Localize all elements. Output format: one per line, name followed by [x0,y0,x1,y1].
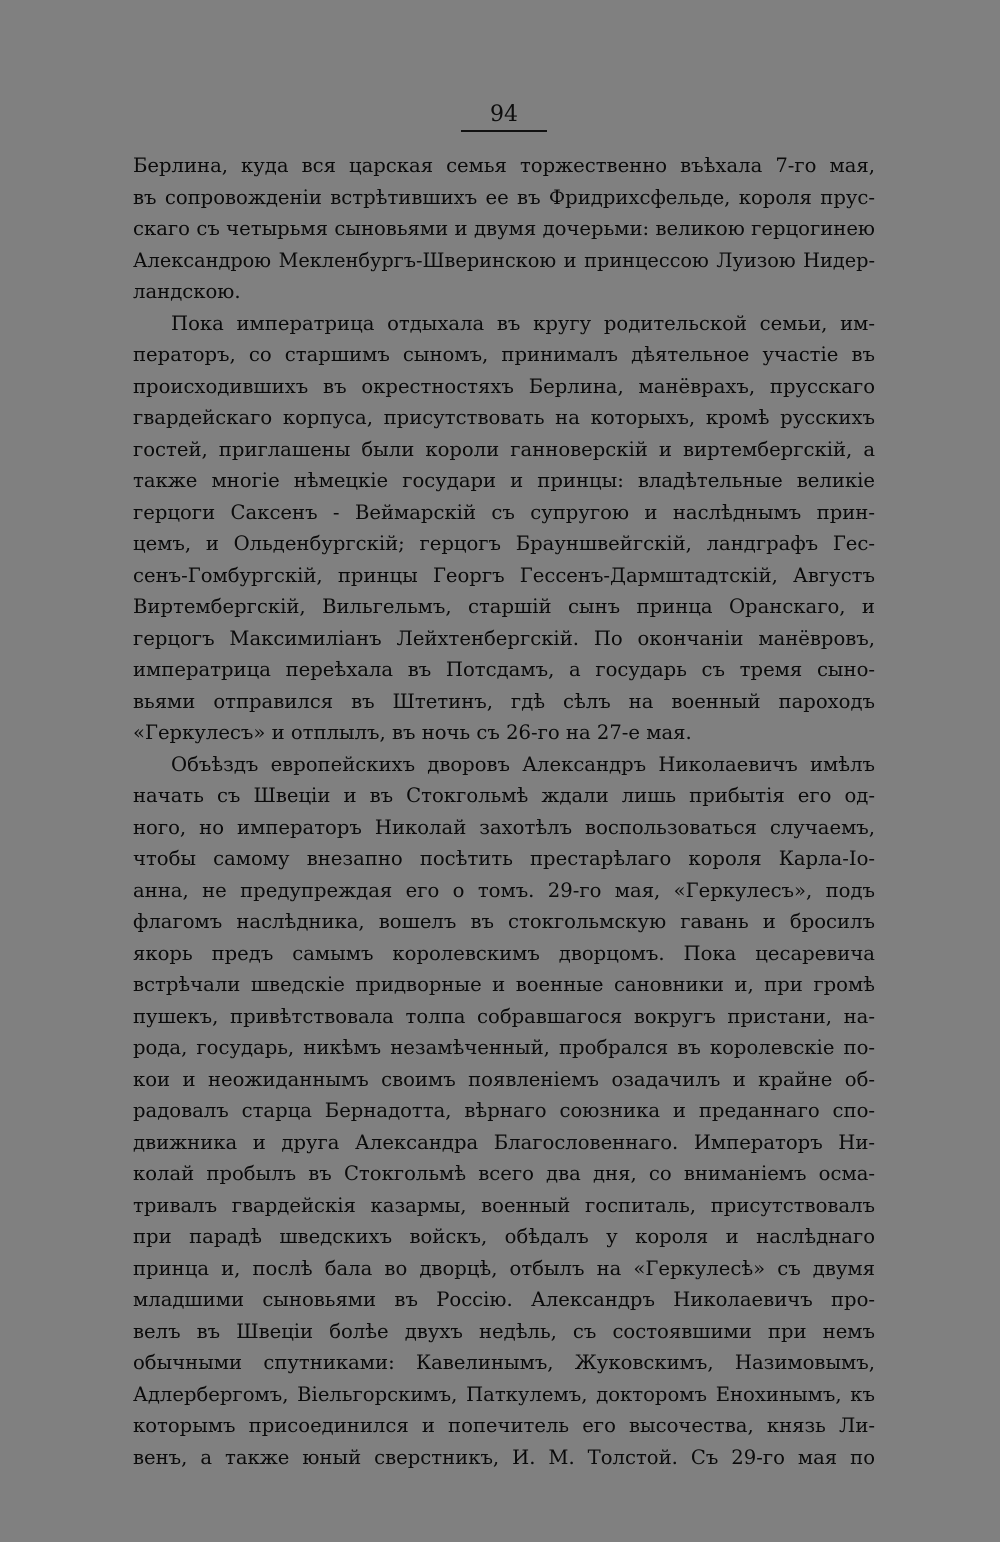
text-line: сенъ-Гомбургскій, принцы Георгъ Гессенъ-Дармштадтскій, Августъ [133,563,875,587]
text-line: ного, но императоръ Николай захотѣлъ воспользоваться случаемъ, [133,815,875,839]
text-line: Объѣздъ европейскихъ дворовъ Александръ Николаевичъ имѣлъ [171,752,875,776]
paragraph-1 [133,150,875,308]
text-line: при парадѣ шведскихъ войскъ, обѣдалъ у короля и наслѣднаго [133,1225,875,1248]
text-line: Берлина, куда вся царская семья торжественно въѣхала 7-го мая, [133,154,875,177]
text-line: флагомъ наслѣдника, вошелъ въ стокгольмскую гавань и бросилъ [133,910,875,933]
text-line: Виртембергскій, Вильгельмъ, старшій сынъ принца Оранскаго, и [133,595,875,618]
text-line: велъ въ Швеціи болѣе двухъ недѣль, съ состоявшими при немъ [133,1319,875,1343]
text-line: венъ, а также юный сверстникъ, И. М. Толстой. Съ 29-го мая по [133,1445,875,1469]
text-line: въ сопровожденіи встрѣтившихъ ее въ Фридрихсфельде, короля прус- [133,185,875,209]
text-line: императрица переѣхала въ Потсдамъ, а государь съ тремя сыно- [133,658,875,681]
text-line: встрѣчали шведскіе придворные и военные сановники и, при громѣ [133,973,875,996]
text-line: кои и неожиданнымъ своимъ появленіемъ озадачилъ и крайне об- [133,1067,875,1091]
page-number-rule [461,130,547,132]
text-line: скаго съ четырьмя сыновьями и двумя дочерьми: великою герцогинею [133,217,875,240]
text-line: которымъ присоединился и попечитель его высочества, князь Ли- [133,1414,875,1437]
text-line: цемъ, и Ольденбургскій; герцогъ Брауншвейгскій, ландграфъ Гес- [133,532,875,555]
text-line: радовалъ старца Бернадотта, вѣрнаго союзника и преданнаго спо- [133,1099,875,1122]
text-line: обычными спутниками: Кавелинымъ, Жуковскимъ, Назимовымъ, [133,1351,875,1374]
text-line: гвардейскаго корпуса, присутствовать на которыхъ, кромѣ русскихъ [133,406,875,429]
text-line: вьями отправился въ Штетинъ, гдѣ сѣлъ на военный пароходъ [133,689,875,713]
text-line: Александрою Мекленбургъ-Шверинскою и принцессою Луизою Нидер- [133,248,875,272]
text-line: чтобы самому внезапно посѣтить престарѣлаго короля Карла-Іо- [133,847,875,870]
text-line: колай пробылъ въ Стокгольмѣ всего два дня, со вниманіемъ осма- [133,1162,875,1185]
text-line: принца и, послѣ бала во дворцѣ, отбылъ на «Геркулесѣ» съ двумя [133,1256,875,1280]
text-line: начать съ Швеціи и въ Стокгольмѣ ждали лишь прибытія его од- [133,784,875,807]
paragraph-3 [133,749,875,1474]
text-line: Адлербергомъ, Віельгорскимъ, Паткулемъ, докторомъ Енохинымъ, къ [133,1382,875,1406]
text-line: герцоги Саксенъ - Веймарскій съ супругою и наслѣднымъ прин- [133,500,875,524]
text-line: пушекъ, привѣтствовала толпа собравшагося вокругъ пристани, на- [133,1004,875,1028]
text-line: ператоръ, со старшимъ сыномъ, принималъ дѣятельное участіе въ [133,343,875,366]
text-line: младшими сыновьями въ Россію. Александръ Николаевичъ про- [133,1288,875,1311]
text-line: якорь предъ самымъ королевскимъ дворцомъ. Пока цесаревича [133,941,875,965]
text-line: происходившихъ въ окрестностяхъ Берлина, манёврахъ, прусскаго [133,374,875,398]
text-line: тривалъ гвардейскія казармы, военный госпиталь, присутствовалъ [133,1193,875,1217]
body-text [133,150,875,1473]
text-line: рода, государь, никѣмъ незамѣченный, пробрался въ королевскіе по- [133,1036,875,1059]
page-number: 94 [490,102,518,127]
text-line: гостей, приглашены были короли ганноверскій и виртембергскій, а [133,437,875,461]
text-line: «Геркулесъ» и отплылъ, въ ночь съ 26-го на 27-е мая. [133,721,692,744]
text-line: движника и друга Александра Благословеннаго. Императоръ Ни- [133,1130,875,1154]
text-line: герцогъ Максимиліанъ Лейхтенбергскій. По окончаніи манёвровъ, [133,626,875,650]
paragraph-2 [133,308,875,749]
text-line: Пока императрица отдыхала въ кругу родительской семьи, им- [171,311,875,335]
text-line: анна, не предупреждая его о томъ. 29-го мая, «Геркулесъ», подъ [133,878,875,902]
text-line: ландскою. [133,280,241,303]
text-line: также многіе нѣмецкіе государи и принцы: владѣтельные великіе [133,469,875,492]
